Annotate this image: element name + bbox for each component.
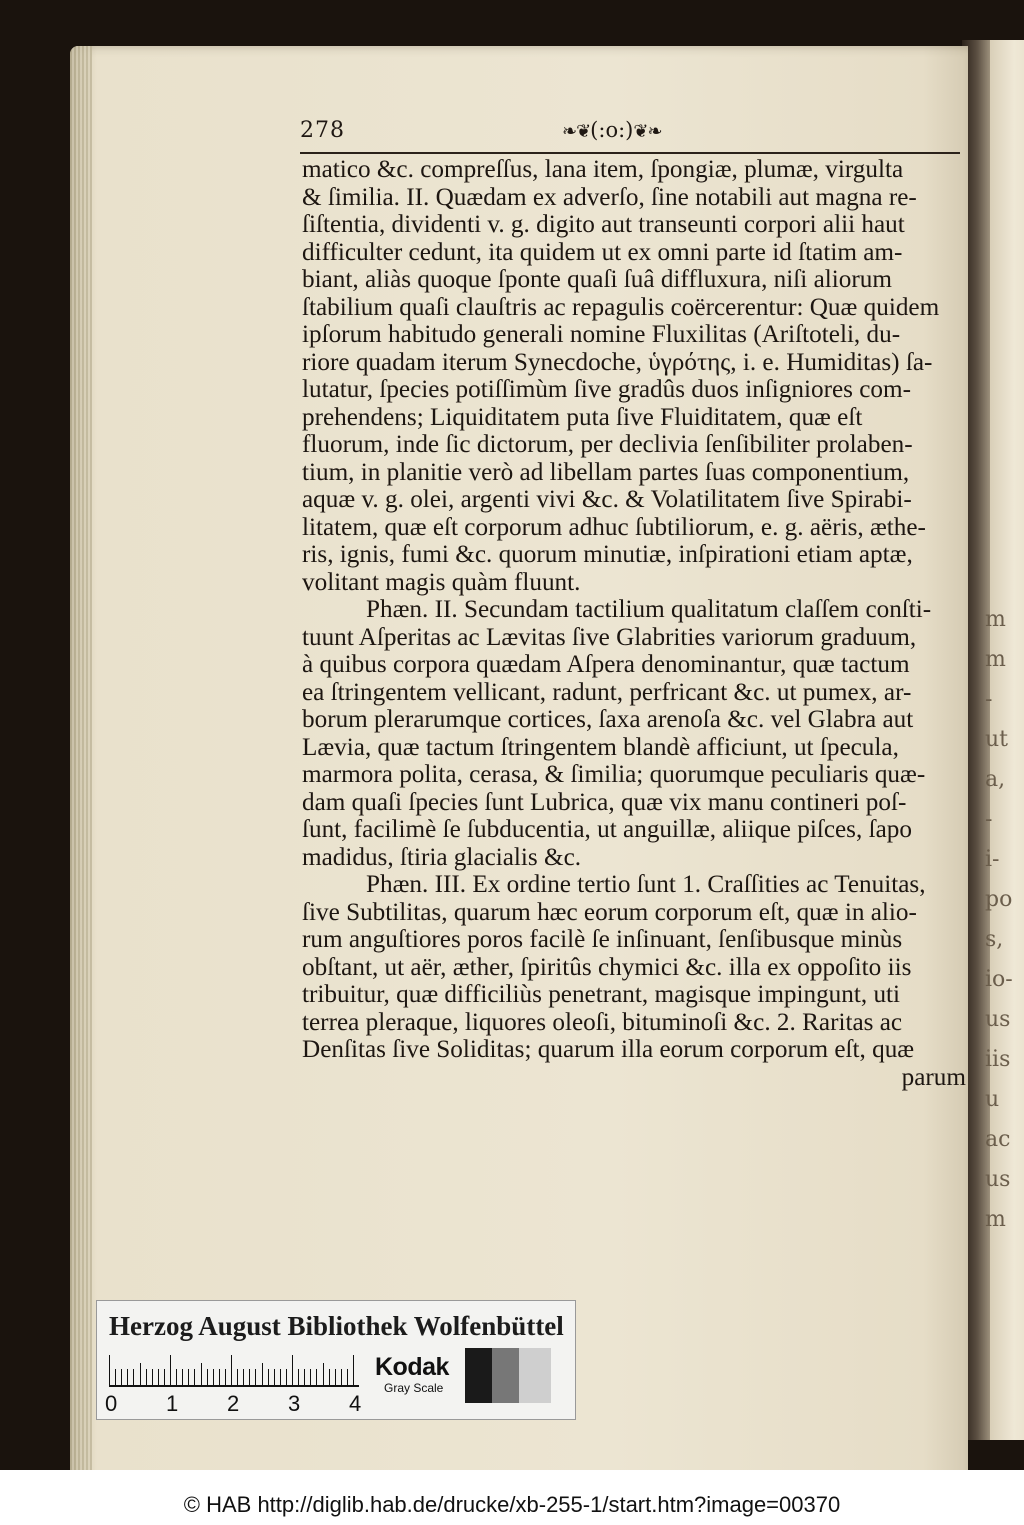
ruler-tick: [262, 1363, 263, 1385]
library-color-card: [96, 1300, 576, 1420]
ruler-tick: [121, 1369, 122, 1385]
gray-scale-patches: [465, 1348, 551, 1403]
text-fragment: us: [985, 1167, 1011, 1192]
text-fragment: a,: [985, 767, 1006, 792]
text-line: ſtabilium quaſi clauſtris ac repagulis coërcerentur: Quæ quidem: [302, 293, 940, 321]
text-line: ſunt, facilimè ſe ſubducentia, ut anguillæ, aliique piſces, ſapo: [302, 816, 912, 843]
text-line: tium, in planitie verò ad libellam partes ſuas componentium,: [302, 458, 910, 486]
ruler-tick: [316, 1369, 317, 1385]
text-line: Denſitas ſive Soliditas; quarum illa eorum corporum eſt, quæ: [302, 1036, 915, 1063]
text-fragment: -: [985, 807, 993, 832]
gray-patch: [519, 1348, 551, 1403]
gray-patch: [492, 1348, 519, 1403]
ruler-label: 0: [105, 1391, 118, 1416]
text-line: riore quadam iterum Synecdoche, ὑγρότης, i. e. Humiditas) ſa-: [302, 348, 933, 376]
text-line: lutatur, ſpecies potiſſimùm ſive gradûs duos inſigniores com-: [302, 376, 911, 403]
header-ornament: [562, 118, 662, 142]
text-line: Lævia, quæ tactum ſtringentem blandè afficiunt, ut ſpecula,: [302, 733, 899, 761]
text-line: litatem, quæ eſt corporum adhuc ſubtiliorum, e. g. aëris, æthe-: [302, 513, 926, 541]
text-line: borum plerarumque cortices, ſaxa arenoſa &c. vel Glabra aut: [302, 706, 914, 733]
ruler-tick: [164, 1369, 165, 1385]
text-line: difficulter cedunt, ita quidem ut ex omni parte id ſtatim am-: [302, 238, 903, 266]
body-text: [302, 156, 966, 1091]
ruler-tick: [170, 1355, 171, 1385]
text-line: Phæn. III. Ex ordine tertio ſunt 1. Craſſities ac Tenuitas,: [366, 871, 926, 898]
text-line: & ſimilia. II. Quædam ex adverſo, ſine notabili aut magna re-: [302, 183, 917, 211]
text-fragment: iis: [985, 1047, 1011, 1072]
ruler-tick: [335, 1369, 336, 1385]
ruler-tick: [298, 1369, 299, 1385]
text-line: volitant magis quàm fluunt.: [302, 568, 581, 596]
gray-patch: [465, 1348, 492, 1403]
text-line: Phæn. II. Secundam tactilium qualitatum claſſem conſti-: [366, 596, 932, 623]
text-line: matico &c. compreſſus, lana item, ſpongiæ, plumæ, virgulta: [302, 156, 904, 183]
ruler-tick: [146, 1369, 147, 1385]
ruler-label: 2: [227, 1391, 240, 1416]
text-fragment: io-: [985, 967, 1013, 992]
ruler-tick: [347, 1369, 348, 1385]
gray-scale-label: Gray Scale: [384, 1381, 444, 1395]
ruler-tick: [194, 1369, 195, 1385]
ornament-text: (:o:): [590, 118, 634, 142]
ruler-tick: [152, 1369, 153, 1385]
ruler-label: 1: [166, 1391, 179, 1416]
ruler-tick: [304, 1369, 305, 1385]
page-number: 278: [300, 118, 345, 143]
text-fragment: s,: [985, 927, 1004, 952]
text-line: terrea pleraque, liquores oleoſi, bituminoſi &c. 2. Raritas ac: [302, 1008, 903, 1036]
text-fragment: -: [985, 687, 993, 712]
footer-credit: © HAB http://diglib.hab.de/drucke/xb-255-1/start.htm?image=00370: [183, 1492, 841, 1517]
text-line: prehendens; Liquiditatem puta ſive Fluiditatem, quæ eſt: [302, 403, 863, 431]
ruler-tick: [133, 1369, 134, 1385]
ruler-tick: [231, 1355, 232, 1385]
text-fragment: m: [985, 647, 1006, 672]
text-fragment: ac: [985, 1127, 1011, 1152]
text-fragment: po: [985, 887, 1013, 912]
ruler-tick: [201, 1363, 202, 1385]
text-line: biant, aliàs quoque ſponte quaſi ſuâ diffluxura, niſi aliorum: [302, 266, 892, 293]
text-line: ipſorum habitudo generali nomine Fluxilitas (Ariſtoteli, du-: [302, 321, 901, 348]
text-line: obſtant, ut aër, æther, ſpiritûs chymici &c. illa ex oppoſito iis: [302, 953, 912, 981]
ruler-tick: [109, 1355, 110, 1385]
text-line: ſiſtentia, dividenti v. g. digito aut transeunti corpori alii haut: [302, 211, 905, 238]
page-fore-edge: [70, 46, 92, 1470]
text-line: dam quaſi ſpecies ſunt Lubrica, quæ vix manu contineri poſ-: [302, 788, 907, 816]
ruler-tick: [127, 1369, 128, 1385]
catchword: parum: [901, 1063, 966, 1091]
ruler-tick: [225, 1369, 226, 1385]
ruler-tick: [255, 1369, 256, 1385]
ruler-tick: [182, 1369, 183, 1385]
ruler-tick: [268, 1369, 269, 1385]
text-line: ea ſtringentem vellicant, radunt, perfricant &c. ut pumex, ar-: [302, 678, 912, 706]
text-line: rum anguſtiores poros facilè ſe inſinuant, ſenſibusque minùs: [302, 926, 903, 953]
header-rule: [300, 152, 960, 154]
ruler-tick: [237, 1369, 238, 1385]
ruler-tick: [249, 1369, 250, 1385]
kodak-label: Kodak: [375, 1353, 449, 1381]
ruler-tick: [341, 1369, 342, 1385]
ruler-label: 4: [349, 1391, 362, 1416]
text-line: à quibus corpora quædam Aſpera denominantur, quæ tactum: [302, 651, 910, 678]
text-line: marmora polita, cerasa, & ſimilia; quorumque peculiaris quæ-: [302, 761, 926, 788]
text-line: ris, ignis, fumi &c. quorum minutiæ, inſpirationi etiam aptæ,: [302, 541, 913, 568]
text-line: tribuitur, quæ difficiliùs penetrant, magisque impingunt, uti: [302, 981, 901, 1008]
ruler-tick: [219, 1369, 220, 1385]
ruler-tick: [274, 1369, 275, 1385]
ruler-tick: [292, 1355, 293, 1385]
ruler-tick: [188, 1369, 189, 1385]
measurement-ruler: [109, 1353, 359, 1387]
ruler-tick: [243, 1369, 244, 1385]
text-fragment: us: [985, 1007, 1011, 1032]
ruler-tick: [140, 1363, 141, 1385]
flourish-left-icon: ❧❦: [562, 121, 591, 142]
ruler-label: 3: [288, 1391, 301, 1416]
ruler-tick: [286, 1369, 287, 1385]
ruler-tick: [213, 1369, 214, 1385]
library-name: Herzog August Bibliothek Wolfenbüttel: [109, 1311, 564, 1341]
text-fragment: m: [985, 607, 1006, 632]
text-line: tuunt Aſperitas ac Lævitas ſive Glabrities variorum graduum,: [302, 623, 917, 651]
text-line: fluorum, inde ſic dictorum, per declivia ſenſibiliter prolaben-: [302, 431, 913, 458]
text-line: aquæ v. g. olei, argenti vivi &c. & Volatilitatem ſive Spirabi-: [302, 486, 912, 513]
ruler-tick: [353, 1355, 354, 1385]
ruler-tick: [176, 1369, 177, 1385]
text-line: ſive Subtilitas, quarum hæc eorum corporum eſt, quæ in alio-: [302, 898, 917, 926]
flourish-right-icon: ❦❧: [633, 121, 662, 142]
next-page-text-fragments: [985, 600, 1024, 1240]
text-fragment: u: [985, 1087, 1000, 1112]
book-page: [70, 46, 968, 1470]
page-header: [300, 118, 960, 154]
text-fragment: m: [985, 1207, 1006, 1232]
ruler-tick: [280, 1369, 281, 1385]
ruler-tick: [323, 1363, 324, 1385]
ruler-tick: [207, 1369, 208, 1385]
text-fragment: ut: [985, 727, 1009, 752]
text-line: madidus, ſtiria glacialis &c.: [302, 843, 582, 871]
ruler-tick: [310, 1369, 311, 1385]
ruler-tick: [329, 1369, 330, 1385]
text-fragment: i-: [985, 847, 1000, 872]
ruler-tick: [115, 1369, 116, 1385]
ruler-tick: [158, 1369, 159, 1385]
